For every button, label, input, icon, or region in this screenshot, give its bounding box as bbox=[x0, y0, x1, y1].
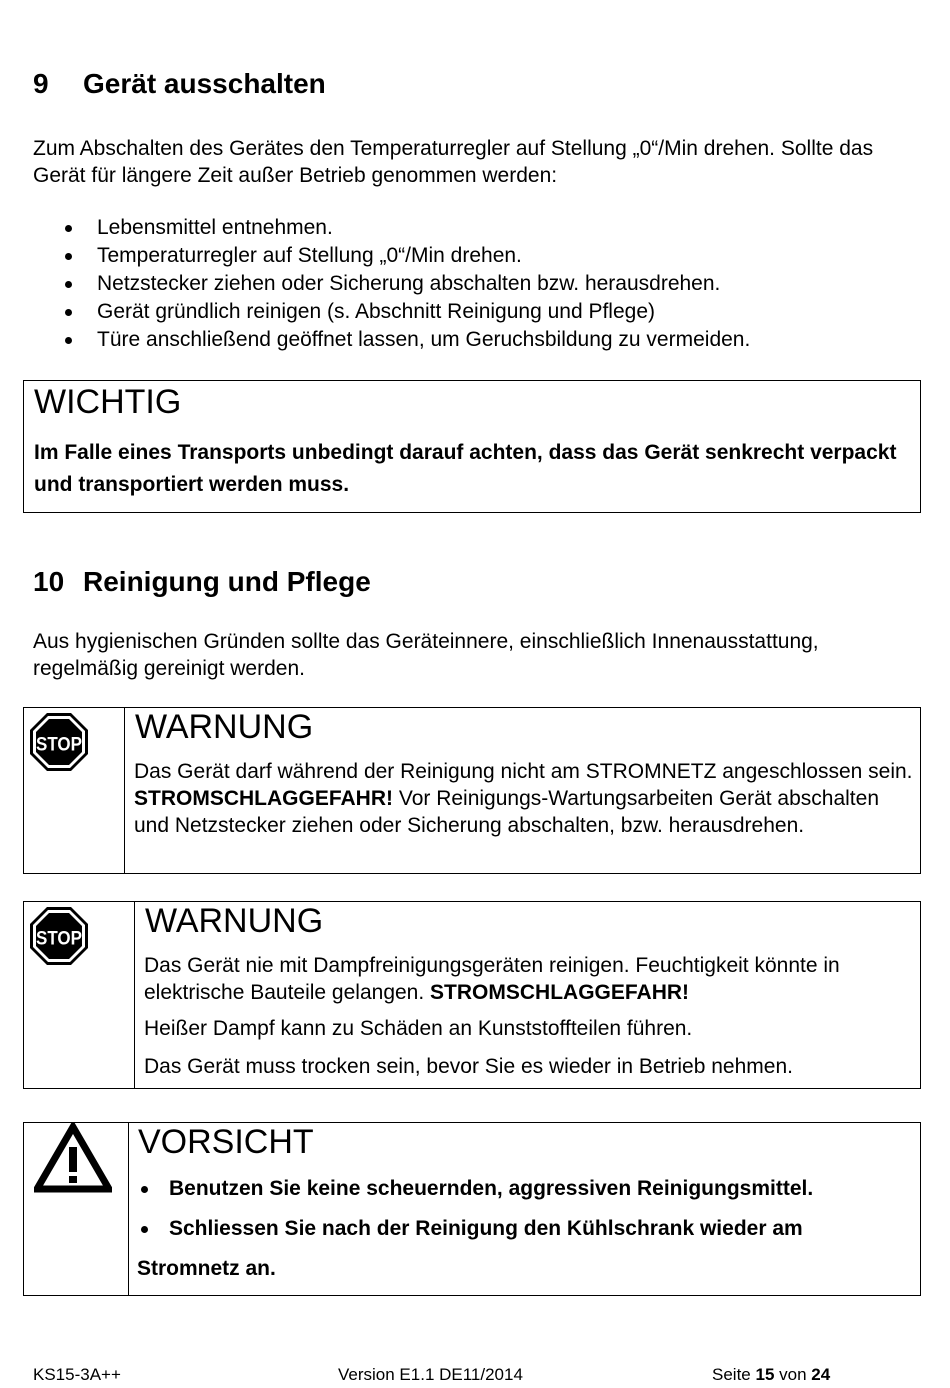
svg-text:STOP: STOP bbox=[36, 926, 82, 949]
important-title: WICHTIG bbox=[34, 383, 182, 421]
list-item: Benutzen Sie keine scheuernden, aggressiven Reinigungsmittel. bbox=[137, 1169, 917, 1209]
warning-text-steam: Heißer Dampf kann zu Schäden an Kunststoffteilen führen. bbox=[144, 1017, 693, 1040]
footer-model: KS15-3A++ bbox=[33, 1365, 121, 1384]
shock-hazard-label: STROMSCHLAGGEFAHR! bbox=[134, 787, 393, 810]
page-current: 15 bbox=[755, 1365, 775, 1384]
list-item: Netzstecker ziehen oder Sicherung abschalten bzw. herausdrehen. bbox=[33, 270, 923, 298]
warning-text bbox=[144, 952, 914, 1006]
section-10-heading bbox=[33, 566, 371, 598]
section-9-intro: Zum Abschalten des Gerätes den Temperaturregler auf Stellung „0“/Min drehen. Sollte das Gerät für längere Zeit außer Betrieb genommen werden: bbox=[33, 137, 874, 187]
warning-text bbox=[134, 758, 914, 839]
list-item: Schliessen Sie nach der Reinigung den Kühlschrank wieder am bbox=[137, 1209, 917, 1249]
warning-text-part: Das Gerät darf während der Reinigung nicht am STROMNETZ angeschlossen sein. bbox=[134, 760, 913, 783]
warning-box-steam bbox=[23, 901, 921, 1089]
warning-text-part: Vor Reinigungs-Wartungsarbeiten Gerät abschalten und Netzstecker ziehen oder Sicherung abschalten, bzw. herausdrehen. bbox=[134, 787, 880, 837]
shock-hazard-label: STROMSCHLAGGEFAHR! bbox=[430, 981, 690, 1004]
caution-list bbox=[137, 1169, 917, 1249]
stop-sign-icon bbox=[28, 905, 90, 967]
page-of: von bbox=[779, 1365, 807, 1384]
page-total: 24 bbox=[811, 1365, 831, 1384]
list-item: Lebensmittel entnehmen. bbox=[33, 214, 923, 242]
warning-title: WARNUNG bbox=[135, 708, 314, 746]
svg-text:STOP: STOP bbox=[36, 732, 82, 755]
caution-box bbox=[23, 1122, 921, 1296]
stop-sign-icon bbox=[28, 711, 90, 773]
important-notice-box bbox=[23, 380, 921, 513]
warning-box-power bbox=[23, 707, 921, 874]
box-divider bbox=[124, 708, 125, 873]
section-title: Reinigung und Pflege bbox=[83, 566, 371, 597]
section-number: 10 bbox=[33, 566, 65, 597]
section-number: 9 bbox=[33, 68, 49, 99]
section-title: Gerät ausschalten bbox=[83, 68, 326, 99]
shutdown-steps-list bbox=[33, 214, 923, 354]
box-divider bbox=[134, 902, 135, 1088]
warning-triangle-icon bbox=[34, 1123, 112, 1193]
warning-title: WARNUNG bbox=[145, 902, 324, 940]
list-item: Gerät gründlich reinigen (s. Abschnitt Reinigung und Pflege) bbox=[33, 298, 923, 326]
section-10-intro: Aus hygienischen Gründen sollte das Geräteinnere, einschließlich Innenausstattung, regelmäßig gereinigt werden. bbox=[33, 630, 819, 680]
footer-version: Version E1.1 DE11/2014 bbox=[338, 1365, 523, 1384]
warning-text-dry: Das Gerät muss trocken sein, bevor Sie es wieder in Betrieb nehmen. bbox=[144, 1055, 793, 1078]
list-item: Türe anschließend geöffnet lassen, um Geruchsbildung zu vermeiden. bbox=[33, 326, 923, 354]
warning-text-part: Das Gerät nie mit Dampfreinigungsgeräten reinigen. Feuchtigkeit könnte in elektrische Bauteile gelangen. bbox=[144, 954, 840, 1004]
box-divider bbox=[128, 1123, 129, 1295]
page-prefix: Seite bbox=[712, 1365, 751, 1384]
section-9-heading bbox=[33, 68, 326, 100]
caution-continuation: Stromnetz an. bbox=[137, 1257, 276, 1280]
footer-page-number bbox=[712, 1365, 830, 1385]
important-text: Im Falle eines Transports unbedingt darauf achten, dass das Gerät senkrecht verpackt und transportiert werden muss. bbox=[34, 441, 897, 496]
list-item: Temperaturregler auf Stellung „0“/Min drehen. bbox=[33, 242, 923, 270]
caution-title: VORSICHT bbox=[138, 1123, 314, 1161]
